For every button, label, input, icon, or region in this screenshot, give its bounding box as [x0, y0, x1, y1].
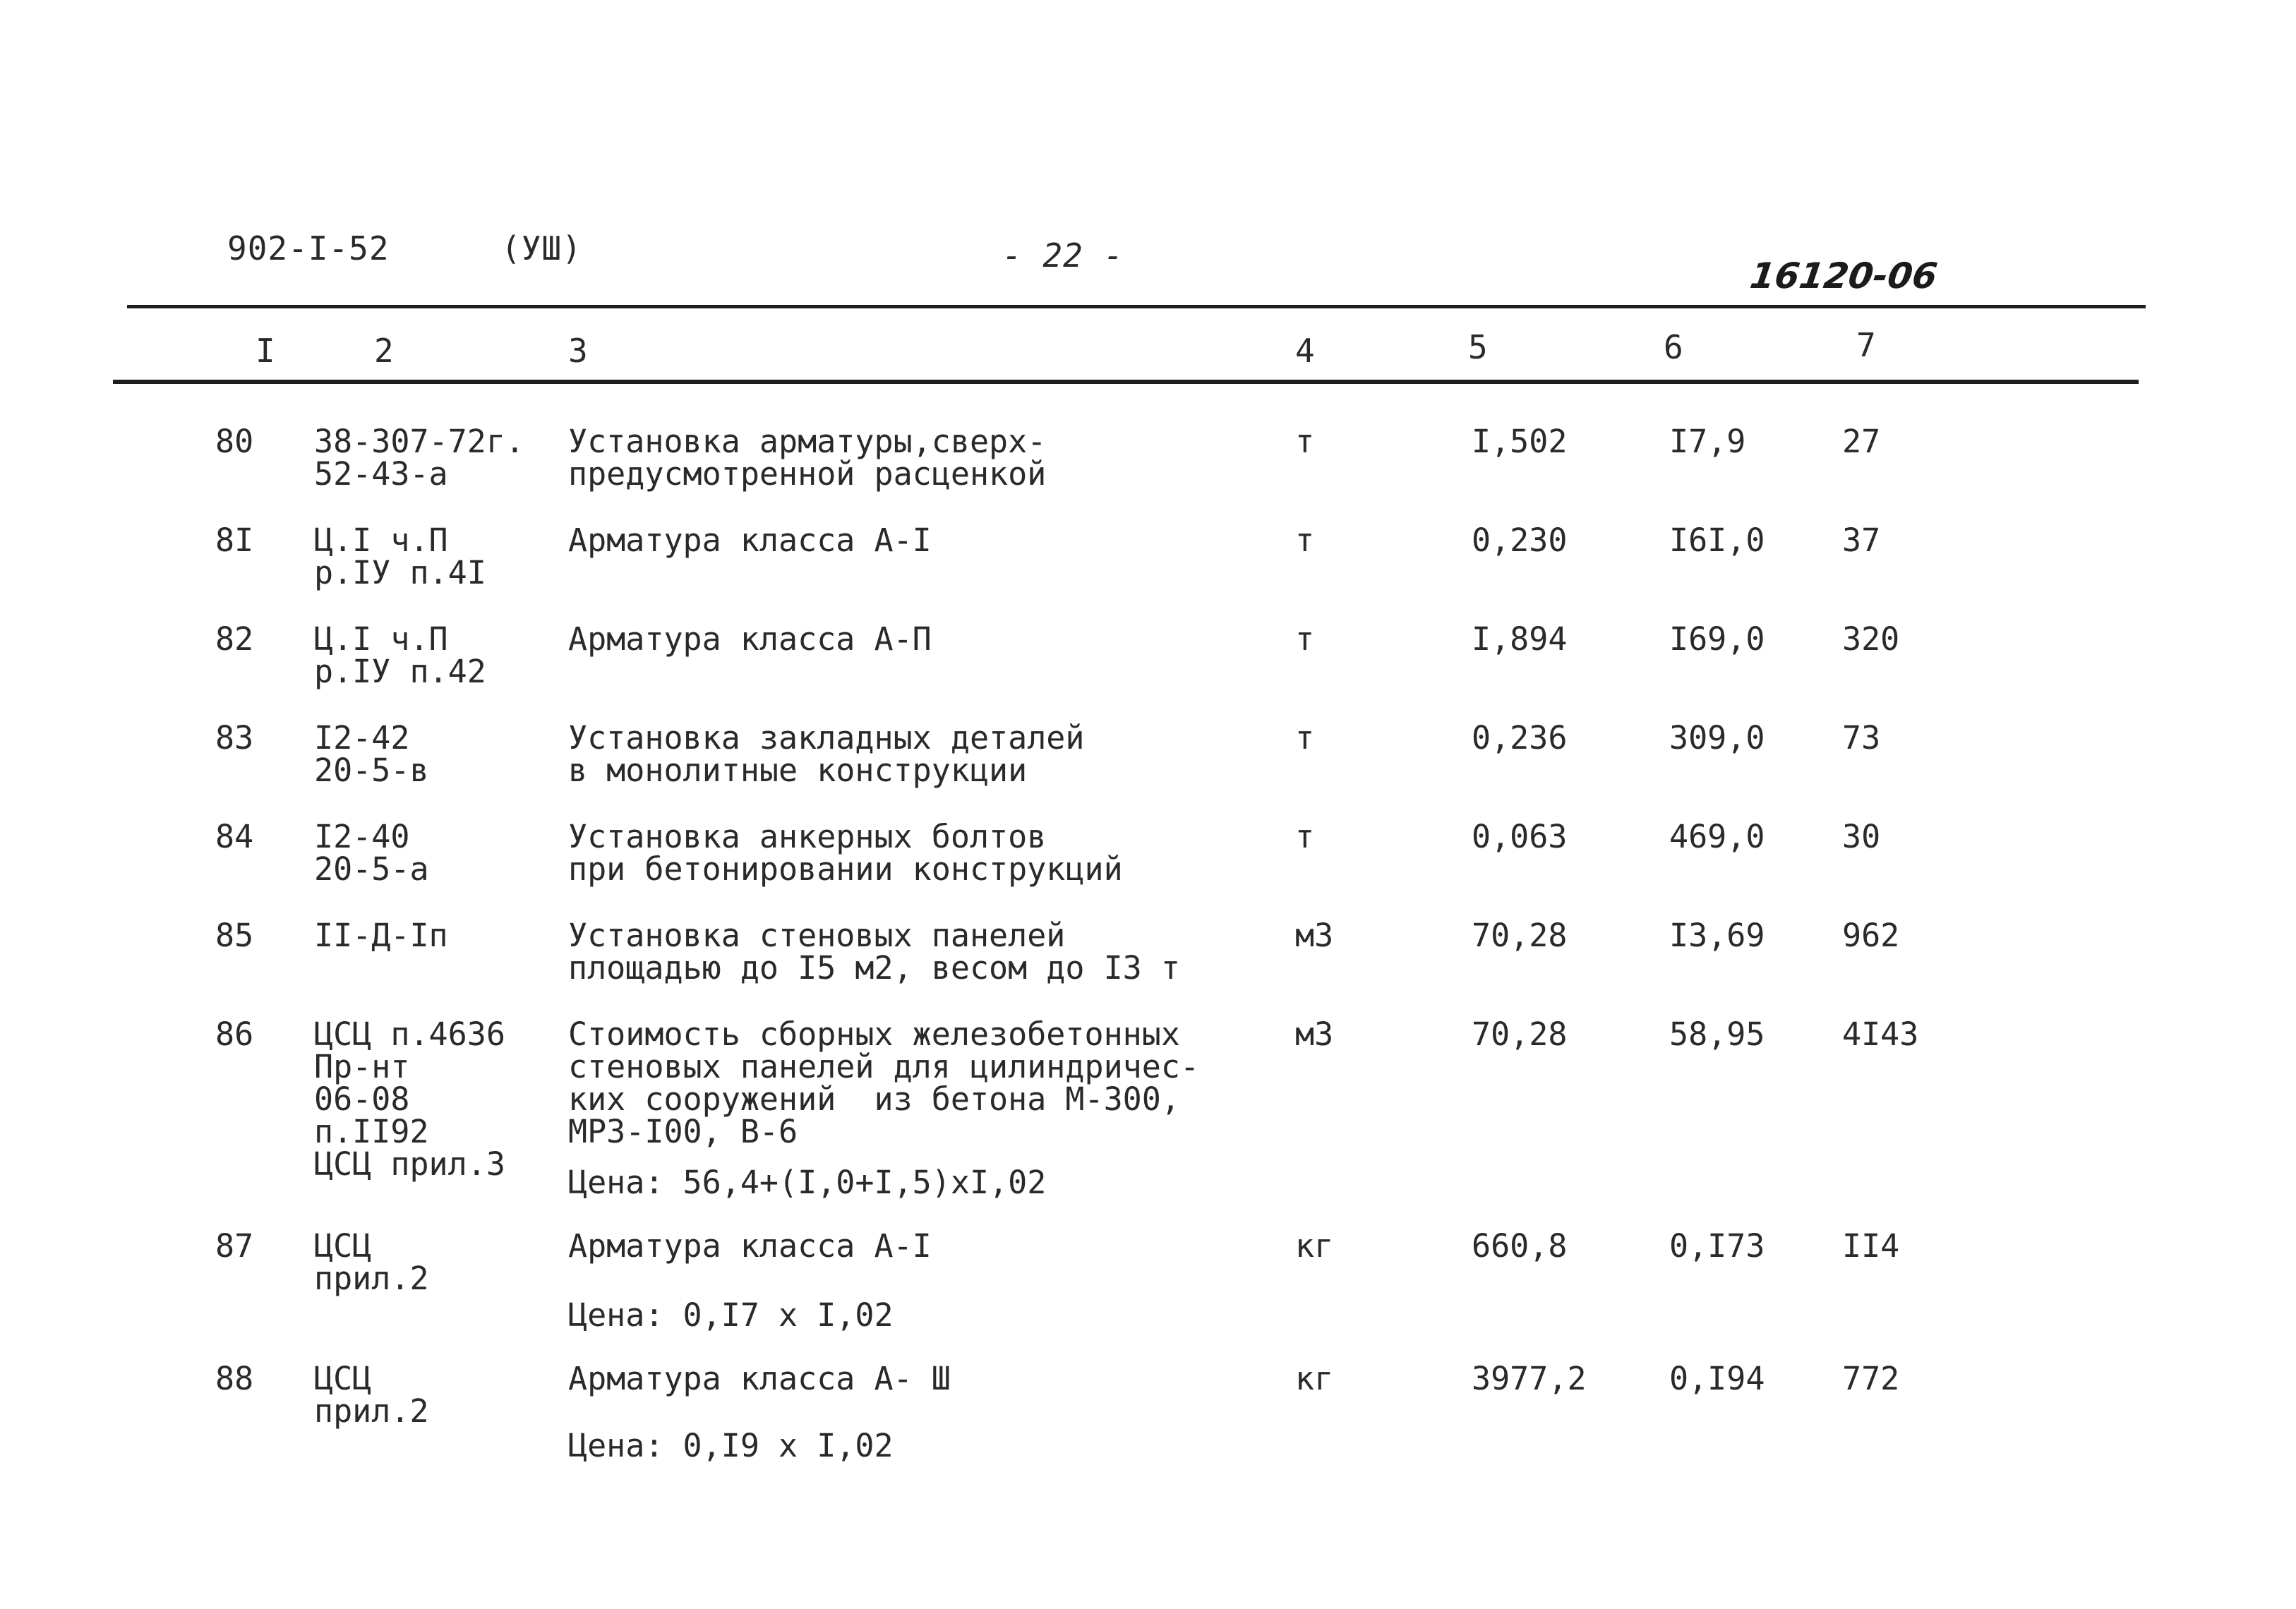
row-unit-price: I7,9 [1669, 423, 1746, 460]
row-number: 87 [215, 1227, 254, 1265]
column-header-3: 3 [568, 332, 588, 370]
row-description-line: МРЗ-I00, В-6 [568, 1113, 798, 1150]
header-rule [113, 380, 2139, 384]
row-quantity: 3977,2 [1472, 1360, 1587, 1397]
row-unit: т [1295, 522, 1315, 559]
column-header-5: 5 [1468, 328, 1488, 366]
row-total: 4I43 [1842, 1016, 1919, 1053]
row-description-line: стеновых панелей для цилиндричес- [568, 1048, 1200, 1085]
row-quantity: 660,8 [1472, 1227, 1568, 1265]
row-unit-price: 0,I73 [1669, 1227, 1765, 1265]
row-description-line: Установка закладных деталей [568, 719, 1085, 757]
row-reference-line: р.IУ п.42 [314, 653, 486, 690]
row-reference-line: прил.2 [314, 1260, 429, 1297]
row-reference-line: 52-43-а [314, 455, 448, 493]
row-unit: т [1295, 818, 1315, 855]
row-total: 772 [1842, 1360, 1900, 1397]
row-quantity: I,894 [1472, 620, 1568, 658]
row-quantity: 70,28 [1472, 1016, 1568, 1053]
row-description-line: Установка арматуры,сверх- [568, 423, 1047, 460]
row-reference-line: ЦСЦ [314, 1360, 372, 1397]
row-reference-line: 38-307-72г. [314, 423, 525, 460]
row-reference-line: Пр-нт [314, 1048, 410, 1085]
column-header-4: 4 [1295, 332, 1315, 370]
row-number: 88 [215, 1360, 254, 1397]
row-quantity: 70,28 [1472, 917, 1568, 954]
row-description-line: Арматура класса А-I [568, 522, 932, 559]
document-mark: (УШ) [501, 229, 582, 267]
row-price-note: Цена: 0,I7 х I,02 [568, 1296, 894, 1334]
row-unit-price: I6I,0 [1669, 522, 1765, 559]
row-description-line: Арматура класса А-I [568, 1227, 932, 1265]
row-number: 85 [215, 917, 254, 954]
row-total: 30 [1842, 818, 1881, 855]
row-reference-line: п.II92 [314, 1113, 429, 1150]
row-description-line: площадью до I5 м2, весом до I3 т [568, 949, 1180, 987]
row-reference-line: Ц.I ч.П [314, 620, 448, 658]
row-quantity: 0,230 [1472, 522, 1568, 559]
row-total: 37 [1842, 522, 1881, 559]
row-price-note: Цена: 56,4+(I,0+I,5)хI,02 [568, 1164, 1047, 1201]
row-description-line: в монолитные конструкции [568, 752, 1028, 789]
row-reference-line: ЦСЦ п.4636 [314, 1016, 505, 1053]
row-description-line: Установка анкерных болтов [568, 818, 1047, 855]
row-number: 8I [215, 522, 254, 559]
row-unit-price: I69,0 [1669, 620, 1765, 658]
row-unit: кг [1295, 1227, 1334, 1265]
document-stamp: 16120-06 [1747, 255, 1940, 296]
row-reference-line: Ц.I ч.П [314, 522, 448, 559]
page-number: - 22 - [1002, 236, 1124, 275]
row-total: II4 [1842, 1227, 1900, 1265]
row-description-line: при бетонировании конструкций [568, 850, 1123, 888]
row-number: 86 [215, 1016, 254, 1053]
row-reference-line: ЦСЦ прил.3 [314, 1145, 505, 1183]
row-unit-price: 309,0 [1669, 719, 1765, 757]
row-description-line: Установка стеновых панелей [568, 917, 1066, 954]
row-unit-price: 469,0 [1669, 818, 1765, 855]
row-price-note: Цена: 0,I9 х I,02 [568, 1427, 894, 1464]
row-reference-line: р.IУ п.4I [314, 554, 486, 591]
row-reference-line: 20-5-в [314, 752, 429, 789]
row-reference-line: прил.2 [314, 1392, 429, 1430]
row-unit: т [1295, 620, 1315, 658]
row-reference-line: ЦСЦ [314, 1227, 372, 1265]
column-header-1: I [256, 332, 275, 370]
row-total: 320 [1842, 620, 1900, 658]
row-unit-price: I3,69 [1669, 917, 1765, 954]
row-reference-line: II-Д-Iп [314, 917, 448, 954]
row-description-line: предусмотренной расценкой [568, 455, 1047, 493]
row-total: 27 [1842, 423, 1881, 460]
row-unit: т [1295, 423, 1315, 460]
row-quantity: 0,236 [1472, 719, 1568, 757]
row-unit-price: 0,I94 [1669, 1360, 1765, 1397]
column-header-7: 7 [1856, 326, 1876, 364]
top-rule [127, 305, 2146, 308]
row-quantity: 0,063 [1472, 818, 1568, 855]
row-quantity: I,502 [1472, 423, 1568, 460]
row-description-line: Арматура класса А-П [568, 620, 932, 658]
row-total: 962 [1842, 917, 1900, 954]
row-number: 82 [215, 620, 254, 658]
row-description-line: Стоимость сборных железобетонных [568, 1016, 1180, 1053]
row-unit: м3 [1295, 917, 1334, 954]
row-description-line: Арматура класса А- Ш [568, 1360, 951, 1397]
row-reference-line: 20-5-а [314, 850, 429, 888]
row-unit: кг [1295, 1360, 1334, 1397]
row-unit: м3 [1295, 1016, 1334, 1053]
row-reference-line: 06-08 [314, 1080, 410, 1118]
row-reference-line: I2-42 [314, 719, 410, 757]
column-header-6: 6 [1664, 328, 1683, 366]
row-unit: т [1295, 719, 1315, 757]
row-number: 84 [215, 818, 254, 855]
column-header-2: 2 [374, 332, 394, 370]
row-description-line: ких сооружений из бетона М-300, [568, 1080, 1180, 1118]
row-total: 73 [1842, 719, 1881, 757]
row-number: 83 [215, 719, 254, 757]
row-unit-price: 58,95 [1669, 1016, 1765, 1053]
document-code: 902-I-52 [227, 229, 390, 267]
row-number: 80 [215, 423, 254, 460]
row-reference-line: I2-40 [314, 818, 410, 855]
